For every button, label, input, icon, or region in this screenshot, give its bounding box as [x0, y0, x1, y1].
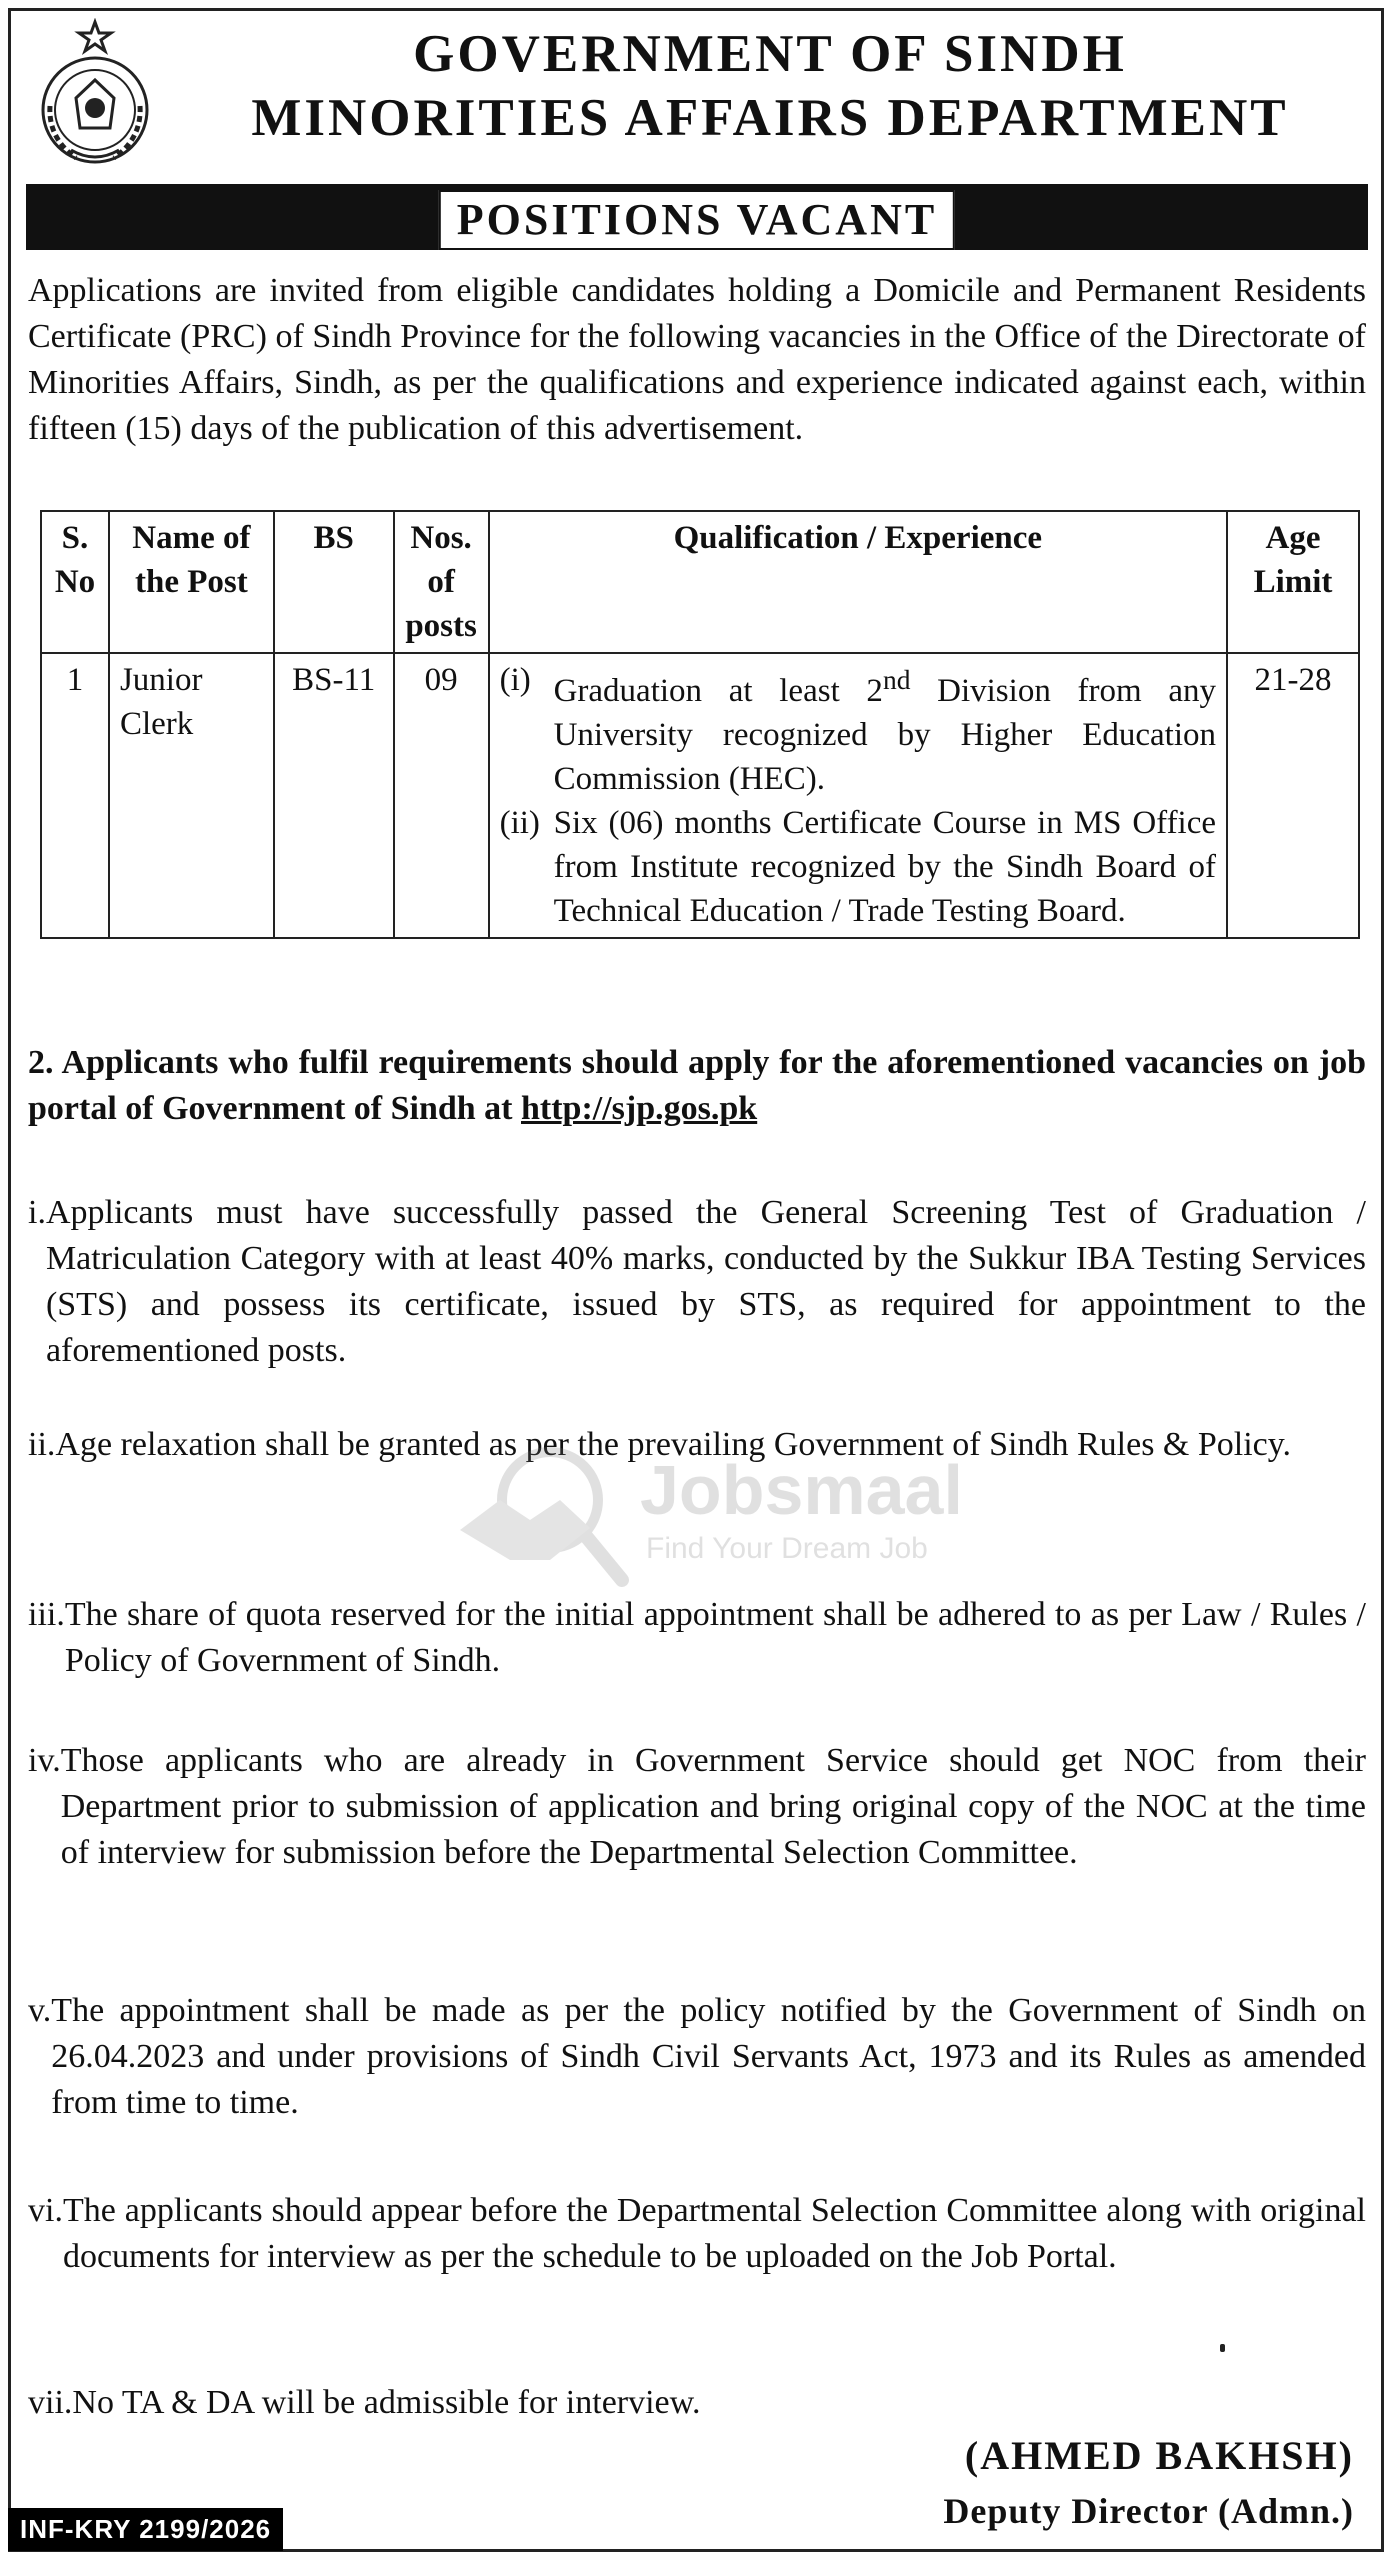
condition-item: [28, 1190, 1366, 1374]
qualification-number: (ii): [499, 805, 540, 841]
government-seal-icon: [26, 18, 164, 168]
signatory-title: Deputy Director (Admn.): [943, 2491, 1354, 2531]
condition-number: iv.: [28, 1742, 61, 1779]
header-government: GOVERNMENT OF SINDH: [413, 25, 1127, 83]
table-row: [41, 653, 1359, 938]
handshake-search-icon: [440, 1440, 630, 1590]
col-posts: Nos. of posts: [394, 511, 489, 653]
header-department: MINORITIES AFFAIRS DEPARTMENT: [251, 89, 1289, 147]
condition-number: iii.: [28, 1596, 65, 1633]
cell-bs: BS-11: [274, 653, 394, 938]
col-post: Name of the Post: [109, 511, 274, 653]
watermark-tagline: Find Your Dream Job: [646, 1532, 928, 1565]
condition-item: [28, 2188, 1366, 2280]
signatory-name: (AHMED BAKHSH): [964, 2433, 1354, 2478]
condition-text: Age relaxation shall be granted as per the prevailing Government of Sindh Rules & Policy.: [55, 1426, 1292, 1463]
cell-sno: 1: [41, 653, 109, 938]
qualification-superscript: nd: [882, 664, 911, 695]
qualification-number: (i): [499, 662, 531, 698]
condition-number: ii.: [28, 1426, 56, 1463]
condition-text: Applicants must have successfully passed the General Screening Test of Graduation / Matriculation Category with at least 40% marks, conducted by the Sukkur IBA Testing Services (STS) and possess its certificate, issued by STS, as required for appointment to the aforementioned posts.: [45, 1194, 1366, 1369]
col-sno: S. No: [41, 511, 109, 653]
condition-text: The applicants should appear before the Departmental Selection Committee along with original documents for interview as per the schedule to be uploaded on the Job Portal.: [62, 2192, 1366, 2275]
qualification-text-part: Division from any University recognized by Higher Education Commission (HEC).: [553, 673, 1217, 797]
condition-item: [28, 1988, 1366, 2126]
condition-item: [28, 1738, 1366, 1876]
col-qualification: Qualification / Experience: [489, 511, 1227, 653]
cell-posts: 09: [394, 653, 489, 938]
condition-item: [28, 2380, 1366, 2426]
condition-number: vi.: [28, 2192, 63, 2229]
page-header: [170, 22, 1370, 150]
cell-age: 21-28: [1227, 653, 1359, 938]
apply-text: 2. Applicants who fulfil requirements should apply for the aforementioned vacancies on job portal of Government of Sindh at: [28, 1044, 1366, 1127]
col-age: Age Limit: [1227, 511, 1359, 653]
col-bs: BS: [274, 511, 394, 653]
condition-text: No TA & DA will be admissible for interview.: [72, 2384, 701, 2421]
watermark-brand: Jobsmaal: [640, 1451, 963, 1529]
condition-number: vii.: [28, 2384, 73, 2421]
condition-item: [28, 1592, 1366, 1684]
qualification-text-part: Graduation at least 2: [553, 673, 883, 709]
condition-number: i.: [28, 1194, 46, 1231]
qualification-item: [500, 658, 1216, 801]
positions-banner: [26, 184, 1368, 250]
reference-number: INF-KRY 2199/2026: [8, 2508, 283, 2551]
table-header-row: [41, 511, 1359, 653]
apply-paragraph: [28, 1040, 1366, 1132]
job-portal-link[interactable]: http://sjp.gos.pk: [521, 1090, 758, 1127]
qualification-text: [554, 658, 1216, 801]
qualification-text: Six (06) months Certificate Course in MS Office from Institute recognized by the Sindh Board of Technical Education / Trade Testing Board.: [553, 805, 1217, 929]
condition-number: v.: [28, 1992, 52, 2029]
stray-mark: [1220, 2344, 1225, 2352]
cell-qualification: [489, 653, 1227, 938]
vacancy-table: [40, 510, 1360, 939]
watermark: [440, 1440, 1000, 1590]
condition-text: Those applicants who are already in Government Service should get NOC from their Department prior to submission of application and bring original copy of the NOC at the time of interview for submission before the Departmental Selection Committee.: [60, 1742, 1366, 1871]
intro-paragraph: Applications are invited from eligible candidates holding a Domicile and Permanent Residents Certificate (PRC) of Sindh Province for the following vacancies in the Office of the Directorate of Minorities Affairs, Sindh, as per the qualifications and experience indicated against each, within fifteen (15) days of the publication of this advertisement.: [28, 272, 1366, 447]
cell-post: Junior Clerk: [109, 653, 274, 938]
qualification-item: [500, 801, 1216, 933]
positions-banner-label: POSITIONS VACANT: [439, 190, 955, 250]
condition-text: The appointment shall be made as per the policy notified by the Government of Sindh on 26.04.2023 and under provisions of Sindh Civil Servants Act, 1973 and its Rules as amended from time to time.: [51, 1992, 1366, 2121]
condition-text: The share of quota reserved for the initial appointment shall be adhered to as per Law / Rules / Policy of Government of Sindh.: [64, 1596, 1366, 1679]
